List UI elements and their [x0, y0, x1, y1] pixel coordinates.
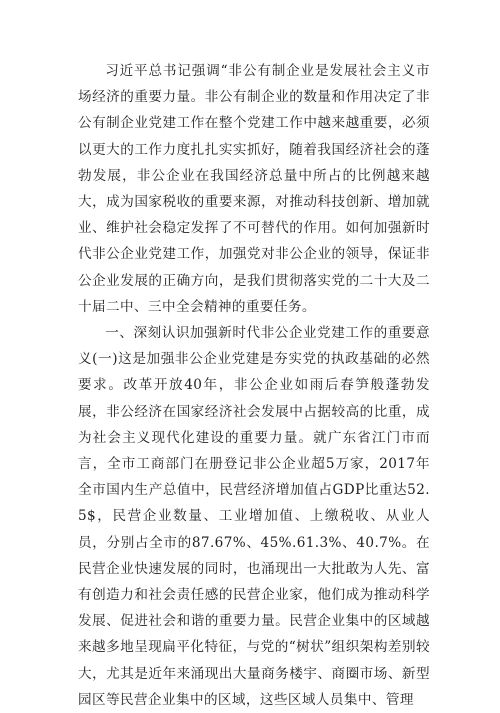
document-body [78, 58, 430, 713]
paragraph-section-one: 一、深刻认识加强新时代非公企业党建工作的重要意义(一)这是加强非公企业党建是夯实党的执政基础的必然要求。改革开放40年，非公企业如雨后春笋般蓬勃发展，非公经济在国家经济社会发展中占据较高的比重，成为社会主义现代化建设的重要力量。就广东省江门市而言，全市工商部门在册登记非公企业超5万家，2017年全市国内生产总值中，民营经济增加值占GDP比重达52.5$，民营企业数量、工业增加值、上缴税收、从业人员，分别占全市的87.67%、45%.61.3%、40.7%。在民营企业快速发展的同时，也涌现出一大批敢为人先、富有创造力和社会责任感的民营企业家，他们成为推动科学发展、促进社会和谐的重要力量。民营企业集中的区域越来越多地呈现扁平化特征，与党的“树状”组织架构差别较大，尤其是近年来涌现出大量商务楼宇、商圈市场、新型园区等民营企业集中的区域，这些区域人员集中、管理 [78, 325, 430, 708]
paragraph-intro: 习近平总书记强调“非公有制企业是发展社会主义市场经济的重要力量。非公有制企业的数量和作用决定了非公有制企业党建工作在整个党建工作中越来越重要，必须以更大的工作力度扎扎实实抓好，随着我国经济社会的蓬勃发展，非公企业在我国经济总量中所占的比例越来越大，成为国家税收的重要来源，对推动科技创新、增加就业、维护社会稳定发挥了不可替代的作用。如何加强新时代非公企业党建工作，加强党对非公企业的领导，保证非公企业发展的正确方向，是我们贯彻落实党的二十大及二十届二中、三中全会精神的重要任务。 [78, 63, 430, 315]
